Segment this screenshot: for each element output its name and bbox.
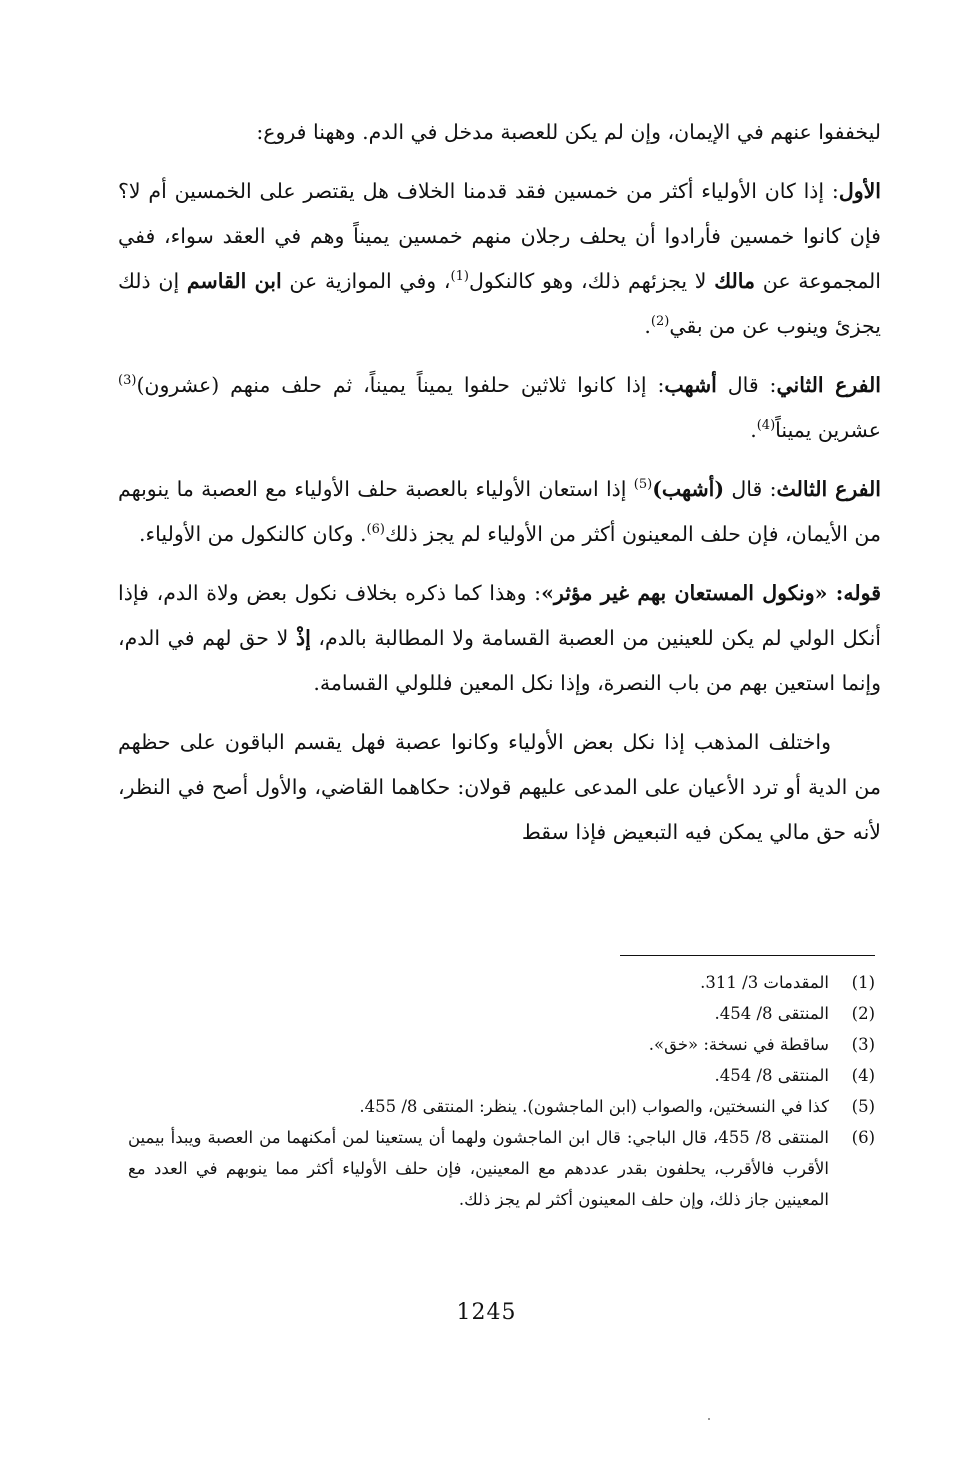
name-malik: مالك bbox=[714, 269, 755, 293]
p4-text-b: إذا استعان الأولياء بالعصبة حلف الأولياء مع العصبة ما ينوبهم من الأيمان، فإن حلف المعينون أكثر من الأولياء لم يجز ذلك bbox=[118, 477, 881, 546]
footnote-ref-6[interactable]: (6) bbox=[366, 522, 385, 538]
paragraph-3 bbox=[118, 363, 881, 453]
p4-text-a: : قال bbox=[724, 477, 777, 501]
footnote-text: كذا في النسختين، والصواب (ابن الماجشون). ينظر: المنتقى 8/ 455. bbox=[359, 1097, 829, 1116]
p2-text-d: إن ذلك يجزئ وينوب عن من بقي bbox=[118, 269, 881, 338]
p5-text-a: : وهذا كما ذكره بخلاف نكول بعض ولاة الدم، فإذا أنكل الولي لم يكن للعينين من العصبة القسامة ولا المطالبة بالدم، bbox=[118, 581, 881, 650]
footnote-text: المقدمات 3/ 311. bbox=[700, 973, 829, 992]
footnote-4 bbox=[128, 1060, 875, 1091]
quoted-heading: قوله: «ونكول المستعان بهم غير مؤثر» bbox=[541, 581, 881, 605]
footnote-text: المنتقى 8/ 455، قال الباجي: قال ابن الماجشون ولهما أن يستعينا لمن أمكنهما من العصبة ويبدأ بيمين الأقرب فالأقرب، يحلفون بقدر عددهم مع المعينين، فإن حلف الأولياء أكثر مما ينوبهم في العدد مع المعينين جاز ذلك، وإن حلف المعينون أكثر لم يجز ذلك. bbox=[128, 1128, 829, 1209]
p2-text-e: . bbox=[644, 314, 651, 338]
paragraph-5 bbox=[118, 571, 881, 706]
paragraph-6-text: واختلف المذهب إذا نكل بعض الأولياء وكانوا عصبة فهل يقسم الباقون على حظهم من الدية أو ترد الأعيان على المدعى عليهم قولان: حكاهما القاضي، والأول أصح في النظر، لأنه حق مالي يمكن فيه التبعيض فإذا سقط bbox=[118, 730, 881, 844]
footnote-number: (5) bbox=[851, 1097, 875, 1116]
footnote-number: (3) bbox=[851, 1035, 875, 1054]
main-text bbox=[118, 110, 881, 869]
emphasis-idh: إذْ bbox=[295, 626, 311, 650]
footnote-ref-5[interactable]: (5) bbox=[633, 477, 653, 493]
footnote-text: المنتقى 8/ 454. bbox=[714, 1066, 829, 1085]
p2-text-b: لا يجزئهم ذلك، وهو كالنكول bbox=[468, 269, 715, 293]
footnote-5 bbox=[128, 1091, 875, 1122]
p5-text-b: لا حق لهم في الدم، وإنما استعين بهم من باب النصرة، وإذا نكل المعين فللولي القسامة. bbox=[118, 626, 881, 695]
footnote-number: (2) bbox=[851, 1004, 875, 1023]
footnote-number: (6) bbox=[851, 1128, 875, 1147]
paragraph-6 bbox=[118, 720, 881, 855]
paragraph-4 bbox=[118, 467, 881, 557]
footnote-text: المنتقى 8/ 454. bbox=[714, 1004, 829, 1023]
footnote-1 bbox=[128, 967, 875, 998]
paragraph-1-text: ليخففوا عنهم في الإيمان، وإن لم يكن للعصبة مدخل في الدم. وههنا فروع: bbox=[256, 120, 881, 144]
heading-second-branch: الفرع الثاني bbox=[776, 373, 881, 397]
p2-text-a: : إذا كان الأولياء أكثر من خمسين فقد قدمنا الخلاف هل يقتصر على الخمسين أم لا؟ فإن كانوا خمسين فأرادوا أن يحلف رجلان منهم خمسين يميناً وهم في العقد سواء، ففي المجموعة عن bbox=[118, 179, 881, 293]
footnote-2 bbox=[128, 998, 875, 1029]
name-ashhab-2: (أشهب) bbox=[652, 477, 725, 501]
name-ibn-qasim: ابن القاسم bbox=[186, 269, 282, 293]
footnote-ref-3[interactable]: (3) bbox=[118, 373, 137, 389]
page-number: 1245 bbox=[456, 1300, 517, 1325]
footnote-divider bbox=[620, 955, 875, 956]
footnotes bbox=[128, 967, 875, 1215]
p3-text-b: : إذا كانوا ثلاثين حلفوا يميناً يميناً، ثم حلف منهم (عشرون) bbox=[136, 373, 665, 397]
scan-speck bbox=[708, 1418, 710, 1420]
footnote-ref-1[interactable]: (1) bbox=[450, 269, 469, 285]
footnote-ref-2[interactable]: (2) bbox=[650, 314, 670, 330]
footnote-6 bbox=[128, 1122, 875, 1215]
footnote-3 bbox=[128, 1029, 875, 1060]
footnote-ref-4[interactable]: (4) bbox=[756, 418, 776, 434]
p2-text-c: ، وفي الموازية عن bbox=[281, 269, 451, 293]
paragraph-2 bbox=[118, 169, 881, 349]
footnote-number: (4) bbox=[851, 1066, 875, 1085]
footnote-number: (1) bbox=[851, 973, 875, 992]
p3-text-a: : قال bbox=[716, 373, 777, 397]
p4-text-c: . وكان كالنكول من الأولياء. bbox=[139, 522, 367, 546]
name-ashhab: أشهب bbox=[664, 373, 717, 397]
heading-third-branch: الفرع الثالث bbox=[776, 477, 881, 501]
heading-first: الأول bbox=[838, 179, 881, 203]
footnote-text: ساقطة في نسخة: «خق». bbox=[648, 1035, 829, 1054]
paragraph-1 bbox=[118, 110, 881, 155]
p3-text-c: عشرين يميناً bbox=[775, 418, 881, 442]
p3-text-d: . bbox=[750, 418, 757, 442]
